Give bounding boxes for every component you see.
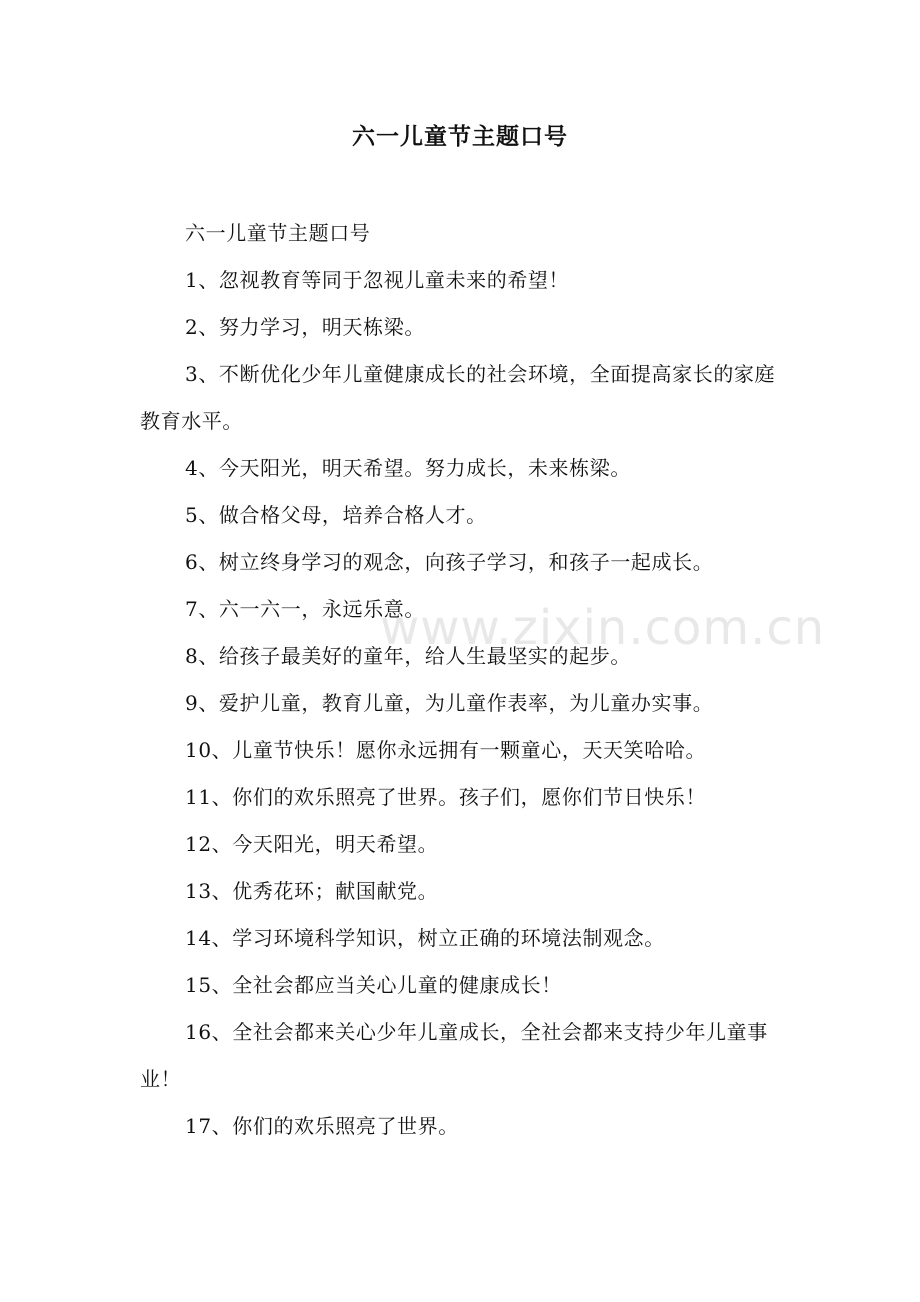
document-title: 六一儿童节主题口号 [352, 123, 568, 150]
slogan-1: 1、忽视教育等同于忽视儿童未来的希望！ [185, 268, 570, 292]
slogan-14: 14、学习环境科学知识，树立正确的环境法制观念。 [185, 926, 665, 950]
slogan-4: 4、今天阳光，明天希望。努力成长，未来栋梁。 [185, 456, 631, 480]
slogan-10: 10、儿童节快乐！愿你永远拥有一颗童心，天天笑哈哈。 [185, 738, 707, 762]
paragraph-subtitle: 六一儿童节主题口号 [185, 221, 371, 245]
slogan-17: 17、你们的欢乐照亮了世界。 [185, 1114, 459, 1138]
document-body [140, 210, 790, 1150]
slogan-13: 13、优秀花环；献国献党。 [185, 879, 439, 903]
watermark: www.zixin.com.cn [380, 600, 826, 656]
slogan-6: 6、树立终身学习的观念，向孩子学习，和孩子一起成长。 [185, 550, 714, 574]
slogan-2: 2、努力学习，明天栋梁。 [185, 315, 425, 339]
slogan-5: 5、做合格父母，培养合格人才。 [185, 503, 487, 527]
slogan-15: 15、全社会都应当关心儿童的健康成长！ [185, 973, 562, 997]
slogan-12: 12、今天阳光，明天希望。 [185, 832, 439, 856]
slogan-7: 7、六一六一，永远乐意。 [185, 597, 425, 621]
slogan-8: 8、给孩子最美好的童年，给人生最坚实的起步。 [185, 644, 631, 668]
slogan-3: 3、不断优化少年儿童健康成长的社会环境，全面提高家长的家庭教育水平。 [140, 362, 776, 433]
slogan-16: 16、全社会都来关心少年儿童成长，全社会都来支持少年儿童事业！ [140, 1020, 768, 1091]
slogan-11: 11、你们的欢乐照亮了世界。孩子们，愿你们节日快乐！ [185, 785, 707, 809]
slogan-9: 9、爱护儿童，教育儿童，为儿童作表率，为儿童办实事。 [185, 691, 714, 715]
